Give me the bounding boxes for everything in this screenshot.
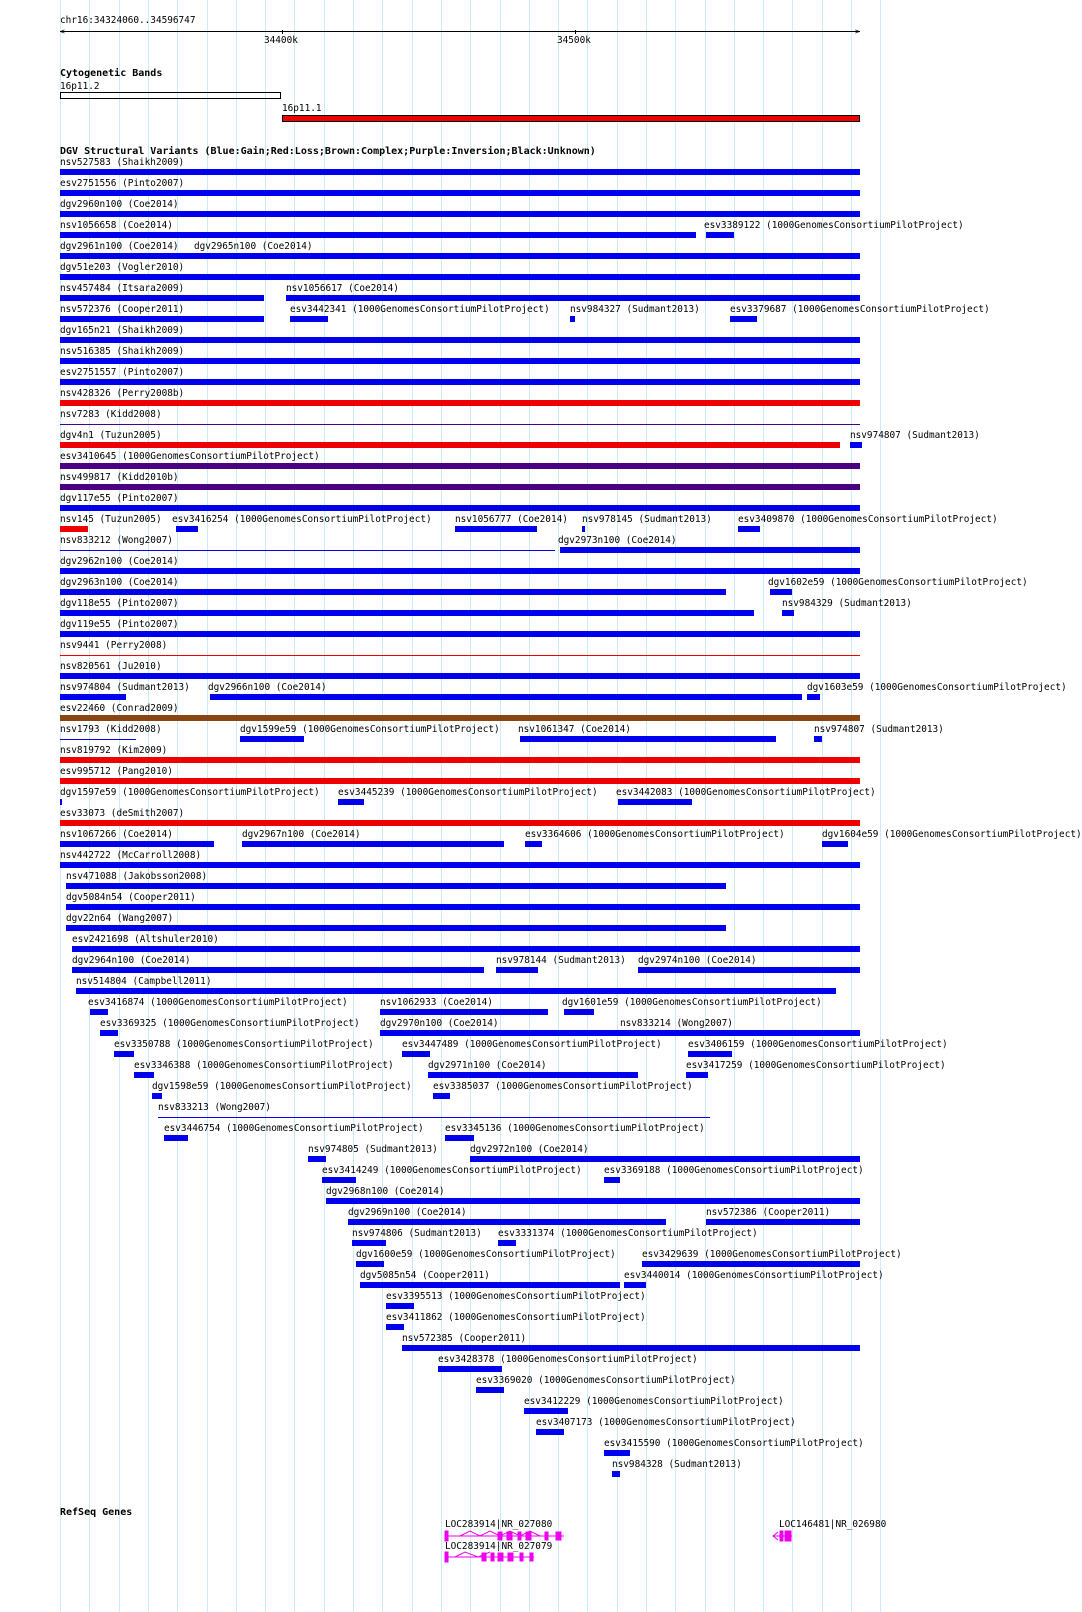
dgv-feature-label[interactable]: esv3442341 (1000GenomesConsortiumPilotProject): [290, 304, 550, 315]
dgv-feature-label[interactable]: esv3369188 (1000GenomesConsortiumPilotProject): [604, 1165, 864, 1176]
dgv-feature-label[interactable]: nsv974805 (Sudmant2013): [308, 1144, 438, 1155]
region-label: chr16:34324060..34596747: [60, 15, 196, 26]
dgv-feature-label[interactable]: dgv1603e59 (1000GenomesConsortiumPilotProject): [807, 682, 1067, 693]
dgv-feature-label[interactable]: esv3395513 (1000GenomesConsortiumPilotProject): [386, 1291, 646, 1302]
gene-label[interactable]: LOC146481|NR_026980: [779, 1519, 887, 1530]
dgv-feature-label[interactable]: nsv457484 (Itsara2009): [60, 283, 185, 294]
dgv-feature-label[interactable]: esv3385037 (1000GenomesConsortiumPilotProject): [433, 1081, 693, 1092]
dgv-feature-label[interactable]: esv3345136 (1000GenomesConsortiumPilotProject): [445, 1123, 705, 1134]
gene-model-icon[interactable]: [773, 1531, 792, 1541]
dgv-feature-label[interactable]: nsv499817 (Kidd2010b): [60, 472, 179, 483]
dgv-feature-label[interactable]: dgv2968n100 (Coe2014): [326, 1186, 445, 1197]
dgv-feature-label[interactable]: esv3412229 (1000GenomesConsortiumPilotProject): [524, 1396, 784, 1407]
dgv-feature-label[interactable]: esv3446754 (1000GenomesConsortiumPilotProject): [164, 1123, 424, 1134]
dgv-feature-label[interactable]: esv3389122 (1000GenomesConsortiumPilotProject): [704, 220, 964, 231]
dgv-feature-label[interactable]: dgv1597e59 (1000GenomesConsortiumPilotProject): [60, 787, 320, 798]
dgv-feature-label[interactable]: nsv978145 (Sudmant2013): [582, 514, 712, 525]
dgv-feature-label[interactable]: nsv984328 (Sudmant2013): [612, 1459, 742, 1470]
gene-label[interactable]: LOC283914|NR_027080: [445, 1519, 553, 1530]
dgv-feature-label[interactable]: esv3406159 (1000GenomesConsortiumPilotProject): [688, 1039, 948, 1050]
dgv-feature-label[interactable]: esv2751556 (Pinto2007): [60, 178, 185, 189]
dgv-feature-label[interactable]: dgv1601e59 (1000GenomesConsortiumPilotProject): [562, 997, 822, 1008]
dgv-feature-label[interactable]: dgv1599e59 (1000GenomesConsortiumPilotProject): [240, 724, 500, 735]
dgv-feature-label[interactable]: esv3379687 (1000GenomesConsortiumPilotProject): [730, 304, 990, 315]
dgv-feature-label[interactable]: nsv9441 (Perry2008): [60, 640, 168, 651]
gene-model-icon[interactable]: [445, 1531, 564, 1541]
cytoband-label[interactable]: 16p11.1: [282, 103, 322, 114]
dgv-feature-label[interactable]: nsv833213 (Wong2007): [158, 1102, 271, 1113]
dgv-feature-label[interactable]: esv3364606 (1000GenomesConsortiumPilotProject): [525, 829, 785, 840]
dgv-feature-label[interactable]: esv3411862 (1000GenomesConsortiumPilotProject): [386, 1312, 646, 1323]
dgv-feature-label[interactable]: nsv974804 (Sudmant2013): [60, 682, 190, 693]
dgv-feature-label[interactable]: nsv572386 (Cooper2011): [706, 1207, 831, 1218]
gene-label[interactable]: LOC283914|NR_027079: [445, 1541, 553, 1552]
dgv-feature-label[interactable]: dgv1602e59 (1000GenomesConsortiumPilotProject): [768, 577, 1028, 588]
dgv-feature-label[interactable]: esv3346388 (1000GenomesConsortiumPilotProject): [134, 1060, 394, 1071]
dgv-feature-label[interactable]: nsv984329 (Sudmant2013): [782, 598, 912, 609]
dgv-feature-label[interactable]: esv2751557 (Pinto2007): [60, 367, 185, 378]
dgv-feature-label[interactable]: nsv1056777 (Coe2014): [455, 514, 568, 525]
dgv-feature-label[interactable]: dgv5085n54 (Cooper2011): [360, 1270, 490, 1281]
dgv-feature-label[interactable]: esv995712 (Pang2010): [60, 766, 173, 777]
dgv-feature-label[interactable]: dgv2967n100 (Coe2014): [242, 829, 361, 840]
dgv-feature-label[interactable]: dgv2966n100 (Coe2014): [208, 682, 327, 693]
dgv-feature-label[interactable]: nsv516385 (Shaikh2009): [60, 346, 185, 357]
dgv-feature-label[interactable]: nsv1062933 (Coe2014): [380, 997, 493, 1008]
ruler-right-arrow-icon: >: [855, 27, 860, 36]
dgv-feature-label[interactable]: nsv7283 (Kidd2008): [60, 409, 162, 420]
dgv-feature-label[interactable]: dgv2971n100 (Coe2014): [428, 1060, 547, 1071]
dgv-feature-label[interactable]: esv3442083 (1000GenomesConsortiumPilotProject): [616, 787, 876, 798]
dgv-feature-label[interactable]: dgv2961n100 (Coe2014): [60, 241, 179, 252]
dgv-feature-label[interactable]: nsv1056617 (Coe2014): [286, 283, 399, 294]
dgv-feature-label[interactable]: esv3407173 (1000GenomesConsortiumPilotProject): [536, 1417, 796, 1428]
dgv-feature-label[interactable]: nsv527583 (Shaikh2009): [60, 157, 185, 168]
dgv-feature-label[interactable]: dgv2974n100 (Coe2014): [638, 955, 757, 966]
cytoband-label[interactable]: 16p11.2: [60, 81, 100, 92]
dgv-feature-label[interactable]: nsv833214 (Wong2007): [620, 1018, 733, 1029]
dgv-feature-label[interactable]: dgv2964n100 (Coe2014): [72, 955, 191, 966]
dgv-feature-label[interactable]: esv3416874 (1000GenomesConsortiumPilotProject): [88, 997, 348, 1008]
dgv-feature-label[interactable]: dgv2963n100 (Coe2014): [60, 577, 179, 588]
dgv-feature-label[interactable]: esv2421698 (Altshuler2010): [72, 934, 219, 945]
dgv-feature-label[interactable]: esv3369020 (1000GenomesConsortiumPilotProject): [476, 1375, 736, 1386]
dgv-feature-label[interactable]: nsv819792 (Kim2009): [60, 745, 168, 756]
dgv-feature-label[interactable]: dgv2972n100 (Coe2014): [470, 1144, 589, 1155]
track-title-dgv: DGV Structural Variants (Blue:Gain;Red:Loss;Brown:Complex;Purple:Inversion;Black:Unknown): [60, 146, 596, 157]
dgv-feature-label[interactable]: nsv1067266 (Coe2014): [60, 829, 173, 840]
dgv-feature-label[interactable]: dgv2960n100 (Coe2014): [60, 199, 179, 210]
dgv-feature-label[interactable]: nsv471088 (Jakobsson2008): [66, 871, 208, 882]
dgv-feature-label[interactable]: dgv2962n100 (Coe2014): [60, 556, 179, 567]
dgv-feature-label[interactable]: esv3350788 (1000GenomesConsortiumPilotProject): [114, 1039, 374, 1050]
dgv-feature-label[interactable]: dgv119e55 (Pinto2007): [60, 619, 179, 630]
dgv-feature-label[interactable]: esv3429639 (1000GenomesConsortiumPilotProject): [642, 1249, 902, 1260]
dgv-feature-label[interactable]: nsv442722 (McCarroll2008): [60, 850, 202, 861]
dgv-feature-label[interactable]: esv3369325 (1000GenomesConsortiumPilotProject): [100, 1018, 360, 1029]
dgv-feature-label[interactable]: nsv572376 (Cooper2011): [60, 304, 185, 315]
dgv-feature-label[interactable]: dgv51e203 (Vogler2010): [60, 262, 185, 273]
dgv-feature-label[interactable]: dgv1598e59 (1000GenomesConsortiumPilotProject): [152, 1081, 412, 1092]
ruler-tick-label: 34500k: [557, 35, 591, 46]
ruler-tick-label: 34400k: [264, 35, 298, 46]
dgv-feature-label[interactable]: esv3331374 (1000GenomesConsortiumPilotProject): [498, 1228, 758, 1239]
dgv-feature-label[interactable]: nsv974807 (Sudmant2013): [814, 724, 944, 735]
dgv-feature-label[interactable]: nsv514804 (Campbell2011): [76, 976, 212, 987]
dgv-feature-label[interactable]: esv3414249 (1000GenomesConsortiumPilotProject): [322, 1165, 582, 1176]
dgv-feature-label[interactable]: nsv145 (Tuzun2005): [60, 514, 162, 525]
dgv-feature-label[interactable]: esv3428378 (1000GenomesConsortiumPilotProject): [438, 1354, 698, 1365]
dgv-feature-label[interactable]: dgv2965n100 (Coe2014): [194, 241, 313, 252]
dgv-feature-label[interactable]: dgv1604e59 (1000GenomesConsortiumPilotProject): [822, 829, 1082, 840]
dgv-feature-label[interactable]: dgv2973n100 (Coe2014): [558, 535, 677, 546]
dgv-feature-label[interactable]: dgv165n21 (Shaikh2009): [60, 325, 185, 336]
dgv-feature-label[interactable]: dgv4n1 (Tuzun2005): [60, 430, 162, 441]
track-title-refseq: RefSeq Genes: [60, 1507, 133, 1518]
dgv-feature-label[interactable]: esv33073 (deSmith2007): [60, 808, 185, 819]
dgv-feature-label[interactable]: nsv428326 (Perry2008b): [60, 388, 185, 399]
dgv-feature-label[interactable]: nsv974806 (Sudmant2013): [352, 1228, 482, 1239]
dgv-feature-label[interactable]: nsv1061347 (Coe2014): [518, 724, 631, 735]
dgv-feature-label[interactable]: nsv1793 (Kidd2008): [60, 724, 162, 735]
dgv-feature-label[interactable]: nsv978144 (Sudmant2013): [496, 955, 626, 966]
dgv-feature-label[interactable]: dgv118e55 (Pinto2007): [60, 598, 179, 609]
dgv-feature-label[interactable]: esv3416254 (1000GenomesConsortiumPilotProject): [172, 514, 432, 525]
dgv-feature-label[interactable]: dgv1600e59 (1000GenomesConsortiumPilotProject): [356, 1249, 616, 1260]
dgv-feature-label[interactable]: dgv22n64 (Wang2007): [66, 913, 174, 924]
dgv-feature-label[interactable]: esv3440014 (1000GenomesConsortiumPilotProject): [624, 1270, 884, 1281]
dgv-feature-label[interactable]: esv3417259 (1000GenomesConsortiumPilotProject): [686, 1060, 946, 1071]
dgv-feature-label[interactable]: dgv117e55 (Pinto2007): [60, 493, 179, 504]
dgv-feature-label[interactable]: esv22460 (Conrad2009): [60, 703, 179, 714]
dgv-feature-label[interactable]: nsv984327 (Sudmant2013): [570, 304, 700, 315]
dgv-feature-label[interactable]: esv3409870 (1000GenomesConsortiumPilotProject): [738, 514, 998, 525]
gene-model-icon[interactable]: [445, 1552, 534, 1562]
ruler-left-arrow-icon: <: [60, 27, 65, 36]
dgv-feature-label[interactable]: nsv833212 (Wong2007): [60, 535, 173, 546]
dgv-feature-label[interactable]: nsv820561 (Ju2010): [60, 661, 162, 672]
dgv-feature-label[interactable]: nsv1056658 (Coe2014): [60, 220, 173, 231]
dgv-feature-label[interactable]: dgv5084n54 (Cooper2011): [66, 892, 196, 903]
dgv-feature-label[interactable]: nsv572385 (Cooper2011): [402, 1333, 527, 1344]
dgv-feature-label[interactable]: esv3415590 (1000GenomesConsortiumPilotProject): [604, 1438, 864, 1449]
dgv-feature-label[interactable]: dgv2969n100 (Coe2014): [348, 1207, 467, 1218]
dgv-feature-label[interactable]: esv3445239 (1000GenomesConsortiumPilotProject): [338, 787, 598, 798]
dgv-feature-label[interactable]: dgv2970n100 (Coe2014): [380, 1018, 499, 1029]
track-title-cytoband: Cytogenetic Bands: [60, 68, 163, 79]
dgv-feature-label[interactable]: esv3410645 (1000GenomesConsortiumPilotProject): [60, 451, 320, 462]
dgv-feature-label[interactable]: nsv974807 (Sudmant2013): [850, 430, 980, 441]
dgv-feature-label[interactable]: esv3447489 (1000GenomesConsortiumPilotProject): [402, 1039, 662, 1050]
